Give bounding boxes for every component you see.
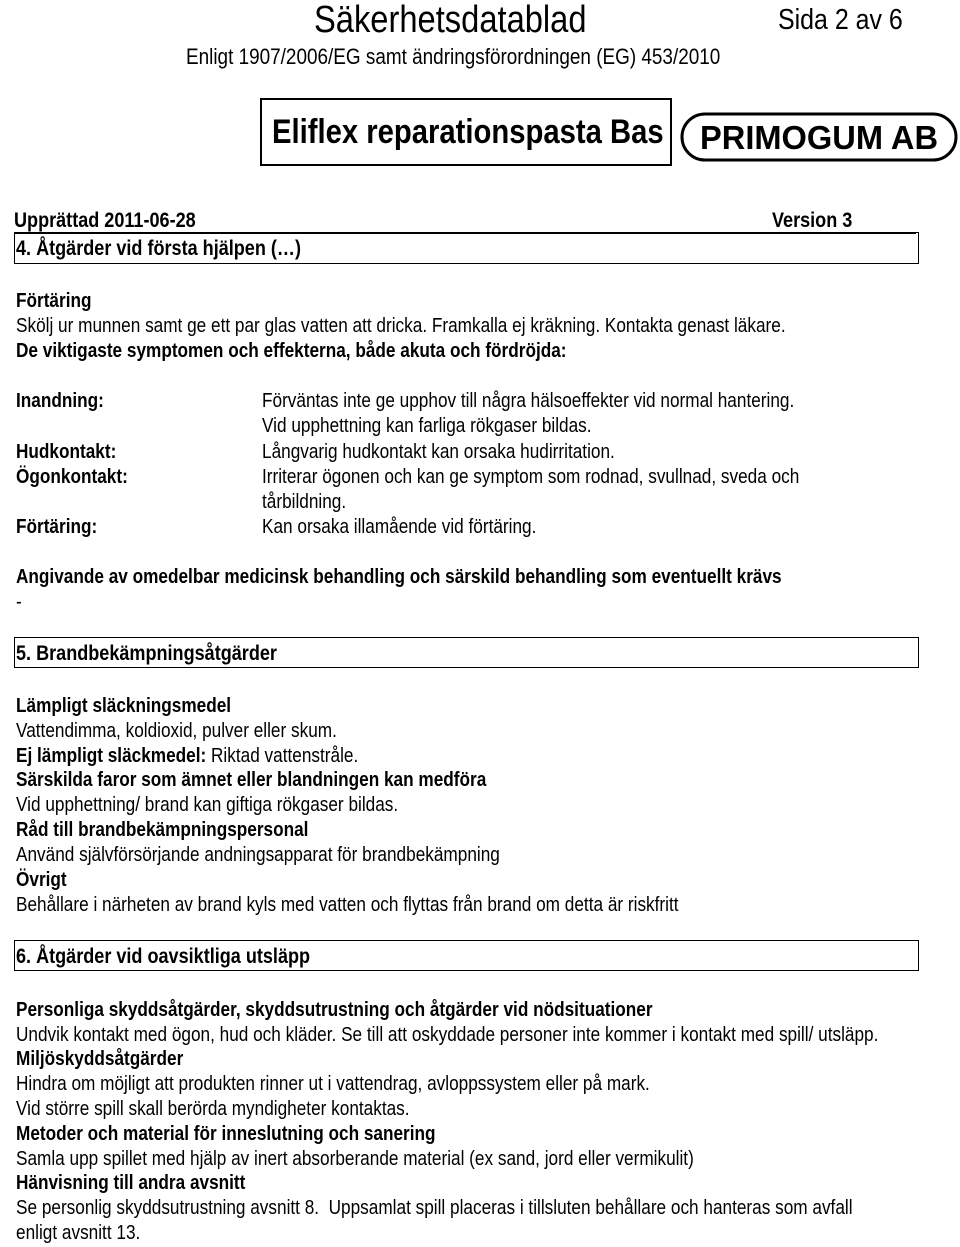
label-skin-contact: Hudkontakt: — [16, 441, 117, 463]
document-title: Säkerhetsdatablad — [314, 0, 587, 41]
references-text-1: Se personlig skyddsutrustning avsnitt 8. Uppsamlat spill placeras i tillsluten behållare och hanteras som avfall — [16, 1197, 853, 1219]
eye-contact-text-1: Irriterar ögonen och kan ge symptom som rodnad, svullnad, sveda och — [262, 466, 800, 488]
unsuitable-media-label: Ej lämpligt släckmedel: — [16, 745, 207, 767]
primogum-logo-icon — [680, 112, 958, 162]
ingestion-text: Skölj ur munnen samt ge ett par glas vatten att dricka. Framkalla ej kräkning. Kontakta genast läkare. — [16, 315, 786, 337]
version-label: Version 3 — [772, 209, 853, 232]
references-heading: Hänvisning till andra avsnitt — [16, 1172, 246, 1194]
environmental-text-1: Hindra om möjligt att produkten rinner ut i vattendrag, avloppssystem eller på mark. — [16, 1073, 650, 1095]
environmental-text-2: Vid större spill skall berörda myndigheter kontaktas. — [16, 1098, 410, 1120]
section-4-heading: 4. Åtgärder vid första hjälpen (…) — [16, 237, 301, 260]
containment-heading: Metoder och material för inneslutning och sanering — [16, 1123, 436, 1145]
regulation-reference: Enligt 1907/2006/EG samt ändringsförordningen (EG) 453/2010 — [186, 44, 721, 69]
environmental-heading: Miljöskyddsåtgärder — [16, 1048, 184, 1070]
personal-precautions-heading: Personliga skyddsåtgärder, skyddsutrustning och åtgärder vid nödsituationer — [16, 999, 653, 1021]
inhalation-text-2: Vid upphettning kan farliga rökgaser bildas. — [262, 415, 592, 437]
company-logo — [680, 112, 958, 162]
label-ingestion: Förtäring: — [16, 516, 98, 538]
ingestion-symptom-text: Kan orsaka illamående vid förtäring. — [262, 516, 537, 538]
special-hazards-text: Vid upphettning/ brand kan giftiga rökgaser bildas. — [16, 794, 399, 816]
label-eye-contact: Ögonkontakt: — [16, 466, 128, 488]
firefighter-advice-text: Använd självförsörjande andningsapparat för brandbekämpning — [16, 844, 500, 866]
special-hazards-heading: Särskilda faror som ämnet eller blandningen kan medföra — [16, 769, 487, 791]
symptoms-heading: De viktigaste symptomen och effekterna, både akuta och fördröjda: — [16, 340, 567, 362]
unsuitable-media-line — [16, 744, 358, 769]
medical-treatment-heading: Angivande av omedelbar medicinsk behandling och särskild behandling som eventuellt krävs — [16, 566, 782, 588]
inhalation-text-1: Förväntas inte ge upphov till några hälsoeffekter vid normal hantering. — [262, 390, 795, 412]
page-indicator: Sida 2 av 6 — [778, 4, 903, 36]
other-text: Behållare i närheten av brand kyls med vatten och flyttas från brand om detta är riskfritt — [16, 894, 679, 916]
personal-precautions-text: Undvik kontakt med ögon, hud och kläder. Se till att oskyddade personer inte kommer i kontakt med spill/ utsläpp. — [16, 1024, 879, 1046]
medical-treatment-text: - — [16, 591, 22, 613]
created-date: Upprättad 2011-06-28 — [14, 209, 196, 232]
section-6-heading: 6. Åtgärder vid oavsiktliga utsläpp — [16, 945, 311, 968]
firefighter-advice-heading: Råd till brandbekämpningspersonal — [16, 819, 309, 841]
ingestion-heading: Förtäring — [16, 290, 92, 312]
label-inhalation: Inandning: — [16, 390, 104, 412]
unsuitable-media-text: Riktad vattenstråle. — [206, 745, 359, 767]
containment-text: Samla upp spillet med hjälp av inert absorberande material (ex sand, jord eller vermikulit) — [16, 1148, 694, 1170]
other-heading: Övrigt — [16, 869, 67, 891]
suitable-media-text: Vattendimma, koldioxid, pulver eller skum. — [16, 720, 337, 742]
skin-contact-text: Långvarig hudkontakt kan orsaka hudirritation. — [262, 441, 615, 463]
section-5-heading: 5. Brandbekämpningsåtgärder — [16, 642, 277, 665]
eye-contact-text-2: tårbildning. — [262, 491, 347, 513]
references-text-2: enligt avsnitt 13. — [16, 1222, 141, 1244]
product-name: Eliflex reparationspasta Bas — [272, 113, 664, 151]
logo-text: PRIMOGUM AB — [700, 119, 938, 156]
suitable-media-heading: Lämpligt släckningsmedel — [16, 695, 232, 717]
